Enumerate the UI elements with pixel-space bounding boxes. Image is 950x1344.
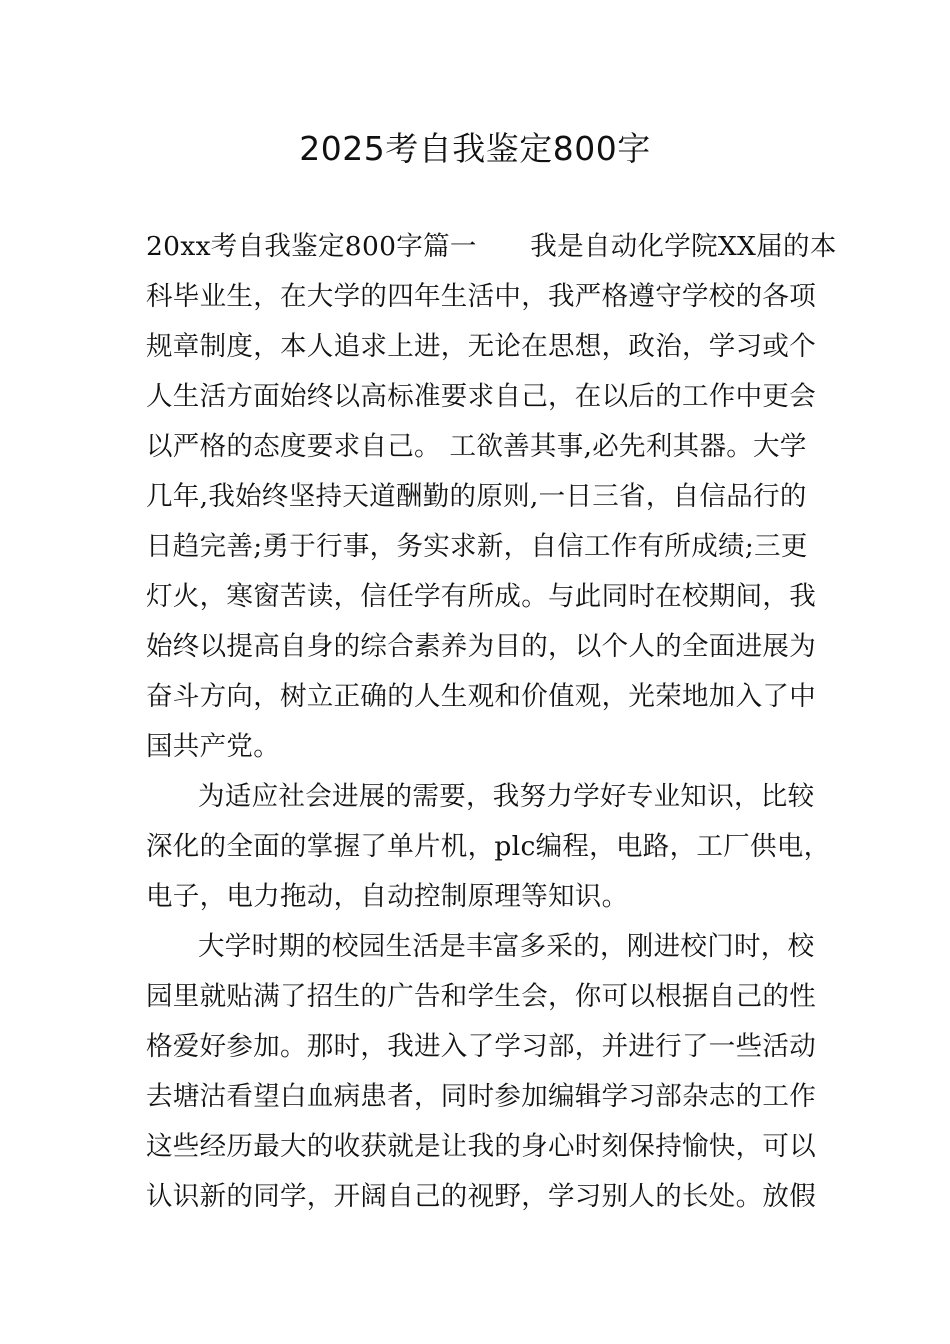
paragraph-line: 认识新的同学，开阔自己的视野，学习别人的长处。放假 (146, 1181, 816, 1212)
paragraph-line: 人生活方面始终以高标准要求自己，在以后的工作中更会 (146, 381, 816, 412)
paragraph-line: 格爱好参加。那时，我进入了学习部，并进行了一些活动 (146, 1031, 816, 1062)
paragraph-line: 深化的全面的掌握了单片机，plc编程，电路，工厂供电， (146, 831, 831, 862)
document-title: 2025考自我鉴定800字 (299, 129, 651, 168)
paragraph-line: 规章制度，本人追求上进，无论在思想，政治，学习或个 (146, 331, 816, 362)
paragraph-line: 日趋完善;勇于行事，务实求新，自信工作有所成绩;三更 (146, 531, 808, 562)
paragraph-line: 始终以提高自身的综合素养为目的，以个人的全面进展为 (146, 631, 816, 662)
paragraph-line: 这些经历最大的收获就是让我的身心时刻保持愉快，可以 (146, 1131, 816, 1162)
paragraph-line: 大学时期的校园生活是丰富多采的，刚进校门时，校 (198, 931, 815, 962)
paragraph-line: 几年,我始终坚持天道酬勤的原则,一日三省，自信品行的 (146, 481, 807, 512)
paragraph-line: 灯火，寒窗苦读，信任学有所成。与此同时在校期间，我 (146, 581, 816, 612)
paragraph-line: 20xx考自我鉴定800字篇一 我是自动化学院XX届的本 (146, 231, 837, 262)
paragraph-line: 电子，电力拖动，自动控制原理等知识。 (146, 881, 629, 912)
paragraph-line: 国共产党。 (146, 731, 280, 762)
paragraph-line: 去塘沽看望白血病患者，同时参加编辑学习部杂志的工作 (146, 1081, 816, 1112)
paragraph-line: 园里就贴满了招生的广告和学生会，你可以根据自己的性 (146, 981, 816, 1012)
paragraph-line: 奋斗方向，树立正确的人生观和价值观，光荣地加入了中 (146, 681, 816, 712)
paragraph-line: 为适应社会进展的需要，我努力学好专业知识，比较 (198, 781, 815, 812)
paragraph-line: 科毕业生，在大学的四年生活中，我严格遵守学校的各项 (146, 281, 816, 312)
paragraph-line: 以严格的态度要求自己。 工欲善其事,必先利其器。大学 (146, 431, 807, 462)
